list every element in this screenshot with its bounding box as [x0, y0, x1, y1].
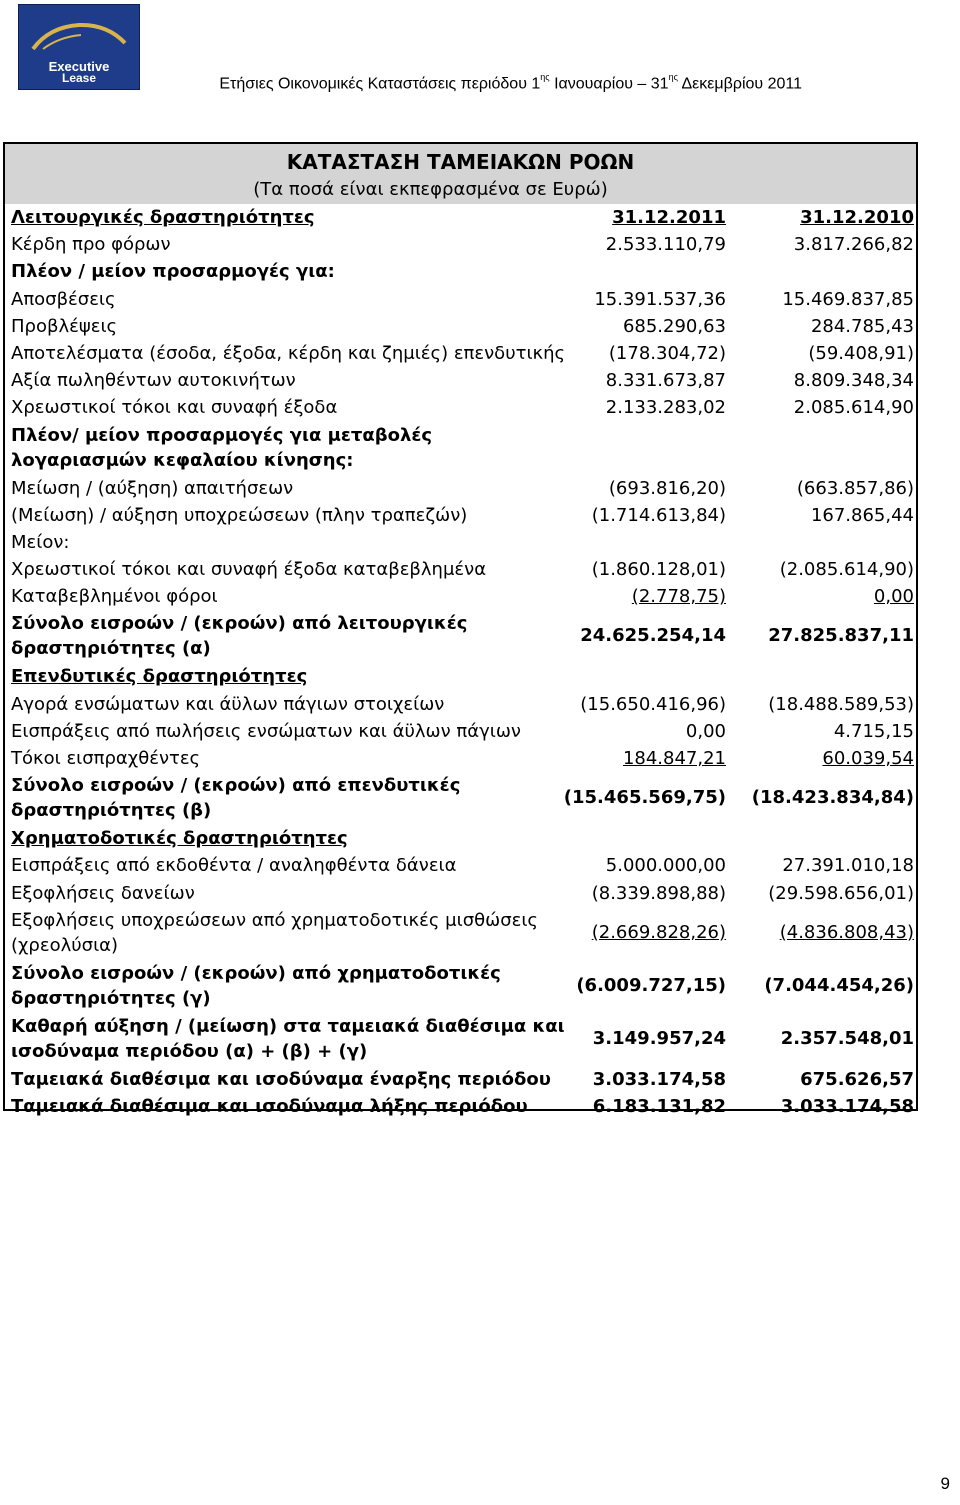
row-value-2011: (2.669.828,26)	[591, 921, 726, 943]
row-value-2011: 2.133.283,02	[605, 397, 726, 419]
row-value-2010: 2.085.614,90	[793, 397, 914, 419]
row-value-2011: 6.183.131,82	[592, 1095, 726, 1117]
row-value-2011: 5.000.000,00	[605, 855, 726, 877]
table-row	[5, 691, 916, 718]
row-label: Μείον:	[11, 531, 70, 553]
row-value-2010: 3.033.174,58	[780, 1095, 914, 1117]
row-value-2011: (8.339.898,88)	[591, 882, 726, 904]
row-value-2010: 27.825.837,11	[768, 625, 914, 647]
row-value-2011: (15.650.416,96)	[580, 693, 726, 715]
row-label: Αξία πωληθέντων αυτοκινήτων	[11, 370, 296, 392]
row-value-2010: (2.085.614,90)	[779, 559, 914, 581]
row-label: Εισπράξεις από εκδοθέντα / αναληφθέντα δάνεια	[11, 855, 457, 877]
table-row	[5, 204, 916, 231]
row-value-2010: 675.626,57	[800, 1068, 914, 1090]
table-row	[5, 663, 916, 690]
table-row	[5, 286, 916, 313]
row-value-2010: (29.598.656,01)	[768, 882, 914, 904]
table-row	[5, 825, 916, 852]
car-silhouette-icon	[29, 19, 129, 55]
table-row	[5, 583, 916, 610]
table-row	[5, 258, 916, 285]
row-label: Προβλέψεις	[11, 315, 118, 337]
table-row	[5, 718, 916, 745]
row-value-2010: 60.039,54	[822, 748, 914, 769]
row-label: (Μείωση) / αύξηση υποχρεώσεων (πλην τραπεζών)	[11, 504, 468, 526]
row-label: Σύνολο εισροών / (εκροών) από λειτουργικές δραστηριότητες (α)	[11, 613, 468, 660]
row-label: Πλέον/ μείον προσαρμογές για μεταβολές λογαριασμών κεφαλαίου κίνησης:	[11, 424, 433, 471]
statement-subtitle-text: (Τα ποσά είναι εκπεφρασμένα σε Ευρώ)	[253, 179, 608, 200]
table-row	[5, 852, 916, 879]
table-row	[5, 475, 916, 502]
row-value-2011: 2.533.110,79	[605, 234, 726, 256]
row-value-2010: 167.865,44	[810, 504, 914, 526]
page-number: 9	[940, 1474, 950, 1493]
cash-flow-statement-table	[3, 142, 918, 1117]
header-title-mid: Ιανουαρίου – 31	[549, 75, 669, 93]
table-row	[5, 313, 916, 340]
row-value-2011: (6.009.727,15)	[576, 974, 726, 996]
statement-title: ΚΑΤΑΣΤΑΣΗ ΤΑΜΕΙΑΚΩΝ ΡΟΩΝ	[286, 150, 635, 174]
row-value-2011: 184.847,21	[622, 748, 726, 769]
table-row	[5, 745, 916, 772]
row-label: Πλέον / μείον προσαρμογές για:	[11, 261, 335, 283]
row-label: Μείωση / (αύξηση) απαιτήσεων	[11, 477, 294, 499]
row-value-2011: (15.465.569,75)	[563, 787, 726, 809]
row-value-2010: 0,00	[873, 586, 914, 608]
table-row	[5, 502, 916, 529]
row-label: Ταμειακά διαθέσιμα και ισοδύναμα λήξης περιόδου	[11, 1095, 528, 1117]
row-label: Σύνολο εισροών / (εκροών) από χρηματοδοτικές δραστηριότητες (γ)	[11, 962, 501, 1009]
company-logo	[18, 4, 140, 90]
row-label: Εισπράξεις από πωλήσεις ενσώματων και άϋλων πάγιων	[11, 720, 521, 742]
row-label: Λειτουργικές δραστηριότητες	[11, 207, 315, 228]
row-label: Καταβεβλημένοι φόροι	[11, 586, 218, 608]
logo-text-lease: Lease	[61, 71, 97, 85]
header-title-sup2: ης	[668, 72, 678, 82]
row-value-2011: 3.149.957,24	[592, 1027, 726, 1049]
row-value-2011: 685.290,63	[622, 315, 726, 337]
row-value-2010: 8.809.348,34	[793, 370, 914, 392]
row-value-2010: 4.715,15	[833, 720, 914, 742]
row-value-2011: (1.860.128,01)	[591, 559, 726, 581]
row-label: Τόκοι εισπραχθέντες	[11, 748, 201, 769]
row-label: Χρηματοδοτικές δραστηριότητες	[11, 828, 348, 850]
table-row	[5, 556, 916, 583]
table-row	[5, 960, 916, 1013]
row-label: Επενδυτικές δραστηριότητες	[11, 666, 308, 688]
row-value-2011: 31.12.2011	[612, 207, 726, 228]
table-row	[5, 1093, 916, 1120]
table-row	[5, 394, 916, 421]
table-row	[5, 231, 916, 258]
row-label: Χρεωστικοί τόκοι και συναφή έξοδα	[11, 397, 338, 419]
row-value-2011: 3.033.174,58	[592, 1068, 726, 1090]
row-value-2010: 15.469.837,85	[782, 288, 914, 310]
row-label: Χρεωστικοί τόκοι και συναφή έξοδα καταβεβλημένα	[11, 559, 487, 581]
row-value-2010: 284.785,43	[810, 315, 914, 337]
table-row	[5, 367, 916, 394]
header-title-pre: Ετήσιες Οικονομικές Καταστάσεις περιόδου 1	[219, 75, 541, 93]
header-title-post: Δεκεμβρίου 2011	[677, 75, 802, 93]
row-label: Ταμειακά διαθέσιμα και ισοδύναμα έναρξης περιόδου	[11, 1068, 551, 1090]
row-value-2010: (59.408,91)	[808, 342, 914, 364]
row-value-2011: (693.816,20)	[608, 477, 726, 499]
row-label: Σύνολο εισροών / (εκροών) από επενδυτικές δραστηριότητες (β)	[11, 775, 461, 822]
statement-header	[5, 144, 916, 204]
row-label: Κέρδη προ φόρων	[11, 234, 171, 256]
row-value-2011: 15.391.537,36	[594, 288, 726, 310]
row-label: Εξοφλήσεις υποχρεώσεων από χρηματοδοτικές μισθώσεις (χρεολύσια)	[11, 909, 538, 956]
row-value-2010: (18.423.834,84)	[751, 787, 914, 809]
row-value-2011: 24.625.254,14	[580, 625, 726, 647]
row-value-2010: 2.357.548,01	[780, 1027, 914, 1049]
table-row	[5, 1013, 916, 1066]
row-value-2011: 0,00	[685, 720, 726, 742]
statement-subtitle	[5, 179, 916, 200]
row-value-2011: (2.778,75)	[631, 586, 726, 608]
row-value-2011: 8.331.673,87	[605, 370, 726, 392]
table-row	[5, 340, 916, 367]
table-row	[5, 772, 916, 825]
row-value-2010: (7.044.454,26)	[764, 974, 914, 996]
row-value-2010: (18.488.589,53)	[768, 693, 914, 715]
row-label: Εξοφλήσεις δανείων	[11, 882, 195, 904]
row-value-2010: (663.857,86)	[796, 477, 914, 499]
row-label: Αποσβέσεις	[11, 288, 116, 310]
row-label: Αγορά ενσώματων και άϋλων πάγιων στοιχείων	[11, 693, 445, 715]
row-value-2010: 3.817.266,82	[793, 234, 914, 256]
row-value-2011: (1.714.613,84)	[591, 504, 726, 526]
row-value-2010: (4.836.808,43)	[779, 921, 914, 943]
header-title-sup1: ης	[540, 72, 550, 82]
table-row	[5, 422, 916, 475]
table-row	[5, 880, 916, 907]
document-header-title	[219, 74, 802, 93]
row-value-2011: (178.304,72)	[608, 342, 726, 364]
table-row	[5, 529, 916, 556]
logo-text-executive: Executive	[48, 59, 110, 74]
row-label: Αποτελέσματα (έσοδα, έξοδα, κέρδη και ζημιές) επενδυτικής	[11, 342, 566, 364]
table-row	[5, 907, 916, 960]
row-label: Καθαρή αύξηση / (μείωση) στα ταμειακά διαθέσιμα και ισοδύναμα περιόδου (α) + (β) + (γ)	[11, 1015, 565, 1062]
table-row	[5, 610, 916, 663]
table-row	[5, 1066, 916, 1093]
row-value-2010: 31.12.2010	[800, 207, 914, 228]
row-value-2010: 27.391.010,18	[782, 855, 914, 877]
